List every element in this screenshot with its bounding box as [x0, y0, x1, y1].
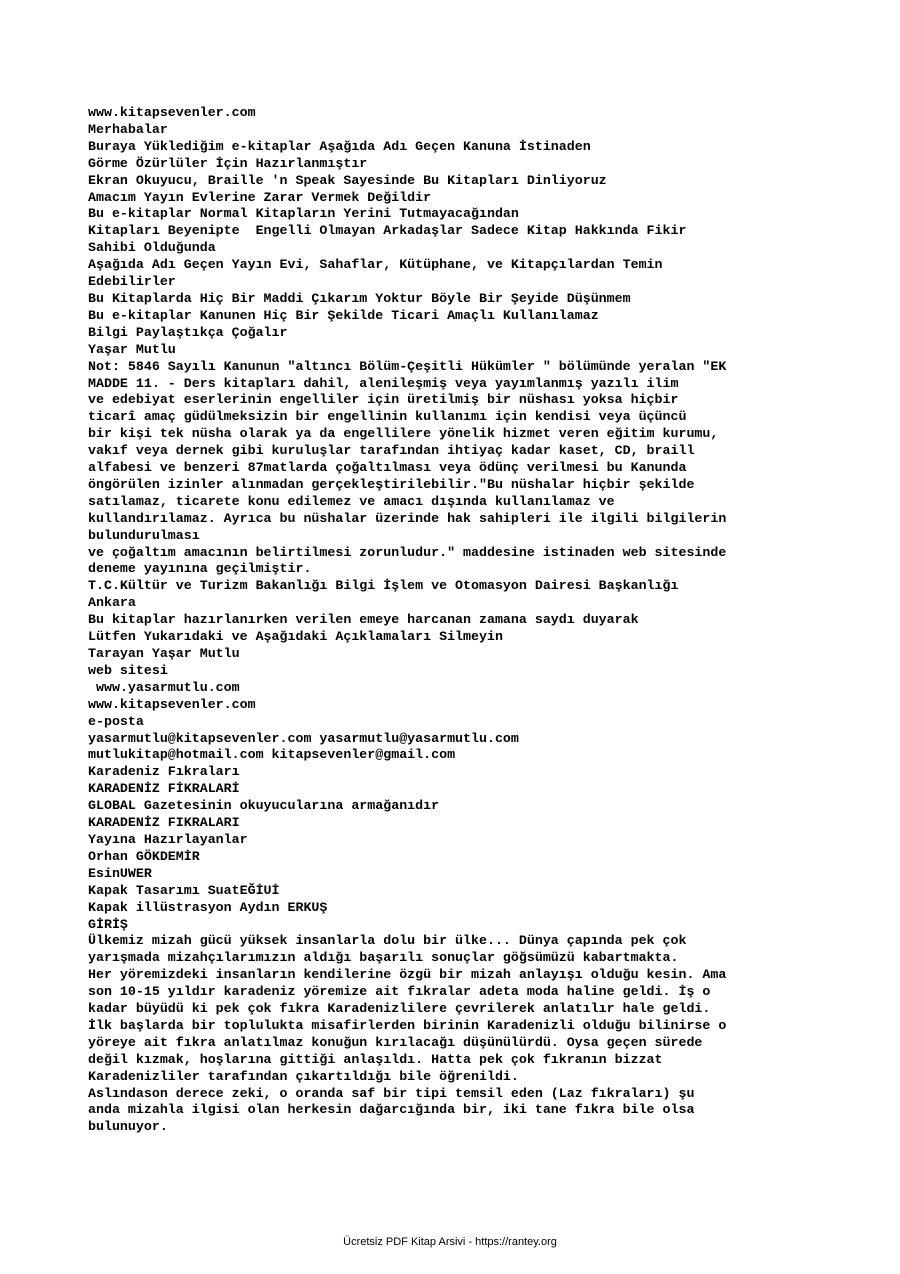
text-line: Görme Özürlüler İçin Hazırlanmıştır — [88, 155, 368, 171]
text-line: yarışmada mizahçılarımızın aldığı başarılı sonuçlar göğsümüzü kabartmakta. — [88, 950, 679, 966]
text-line: EsinUWER — [88, 865, 152, 881]
text-line: Sahibi Olduğunda — [88, 240, 216, 256]
text-line: Bu e-kitaplar Normal Kitapların Yerini Tutmayacağından — [88, 206, 519, 222]
text-line: yöreye ait fıkra anlatılmaz konuğun kırılacağı düşünülürdü. Oysa geçen sürede — [88, 1034, 703, 1050]
text-line: Buraya Yüklediğim e-kitaplar Aşağıda Adı Geçen Kanuna İstinaden — [88, 138, 591, 154]
text-line: MADDE 11. - Ders kitapları dahil, alenileşmiş veya yayımlanmış yazılı ilim — [88, 375, 679, 391]
text-line: Amacım Yayın Evlerine Zarar Vermek Değildir — [88, 189, 432, 205]
text-line: Ülkemiz mizah gücü yüksek insanlarla dolu bir ülke... Dünya çapında pek çok — [88, 933, 687, 949]
text-line: Bu kitaplar hazırlanırken verilen emeye harcanan zamana saydı duyarak — [88, 612, 639, 628]
text-line: Not: 5846 Sayılı Kanunun "altıncı Bölüm-Çeşitli Hükümler " bölümünde yeralan "EK — [88, 358, 727, 374]
text-line: ticarî amaç güdülmeksizin bir engellinin kullanımı için kendisi veya üçüncü — [88, 409, 687, 425]
text-line: T.C.Kültür ve Turizm Bakanlığı Bilgi İşlem ve Otomasyon Dairesi Başkanlığı — [88, 578, 679, 594]
text-line: Karadenizliler tarafından çıkartıldığı bile öğrenildi. — [88, 1068, 519, 1084]
text-line: ve çoğaltım amacının belirtilmesi zorunludur." maddesine istinaden web sitesinde — [88, 544, 727, 560]
text-line: Aslındason derece zeki, o oranda saf bir tipi temsil eden (Laz fıkraları) şu — [88, 1085, 695, 1101]
text-line: değil kızmak, hoşlarına gittiği anlaşıldı. Hatta pek çok fıkranın bizzat — [88, 1051, 663, 1067]
text-line: Bu Kitaplarda Hiç Bir Maddi Çıkarım Yoktur Böyle Bir Şeyide Düşünmem — [88, 290, 631, 306]
text-line: satılamaz, ticarete konu edilemez ve amacı dışında kullanılamaz ve — [88, 493, 615, 509]
text-line: ve edebiyat eserlerinin engelliler için üretilmiş bir nüshası yoksa hiçbir — [88, 392, 679, 408]
text-line: öngörülen izinler alınmadan gerçekleştirilebilir."Bu nüshalar hiçbir şekilde — [88, 476, 695, 492]
text-line: Kapak illüstrasyon Aydın ERKUŞ — [88, 899, 328, 915]
text-line: Yayına Hazırlayanlar — [88, 831, 248, 847]
text-line: Bu e-kitaplar Kanunen Hiç Bir Şekilde Ticari Amaçlı Kullanılamaz — [88, 307, 599, 323]
text-line: bulundurulması — [88, 527, 200, 543]
text-line: İlk başlarda bir toplulukta misafirlerden birinin Karadenizli olduğu bilinirse o — [88, 1017, 727, 1033]
text-line: anda mizahla ilgisi olan herkesin dağarcığında bir, iki tane fıkra bile olsa — [88, 1102, 695, 1118]
text-line: Ankara — [88, 595, 136, 611]
text-line: alfabesi ve benzeri 87matlarda çoğaltılması veya ödünç verilmesi bu Kanunda — [88, 460, 687, 476]
text-line: Edebilirler — [88, 274, 176, 290]
text-line: son 10-15 yıldır karadeniz yöremize ait fıkralar adeta moda haline geldi. İş o — [88, 984, 711, 1000]
text-line: www.kitapsevenler.com — [88, 105, 256, 120]
text-line: deneme yayınına geçilmiştir. — [88, 561, 312, 577]
text-line: Her yöremizdeki insanların kendilerine özgü bir mizah anlayışı olduğu kesin. Ama — [88, 967, 727, 983]
text-line: kullandırılamaz. Ayrıca bu nüshalar üzerinde hak sahipleri ile ilgili bilgilerin — [88, 510, 727, 526]
email-links[interactable]: mutlukitap@hotmail.com kitapsevenler@gmail.com — [88, 747, 456, 763]
text-line: bir kişi tek nüsha olarak ya da engellilere yönelik hizmet veren eğitim kurumu, — [88, 426, 719, 442]
text-line: Tarayan Yaşar Mutlu — [88, 646, 240, 661]
text-line: Merhabalar — [88, 121, 168, 137]
text-line: vakıf veya dernek gibi kuruluşlar tarafından ihtiyaç kadar kaset, CD, braill — [88, 443, 695, 459]
text-line: KARADENİZ FİKRALARİ — [88, 781, 240, 797]
text-line: kadar büyüdü ki pek çok fıkra Karadenizlilere çevrilerek anlatılır hale geldi. — [88, 1001, 711, 1017]
text-line: Orhan GÖKDEMİR — [88, 848, 200, 864]
text-line: GLOBAL Gazetesinin okuyucularına armağanıdır — [88, 798, 440, 814]
text-line: KARADENİZ FIKRALARI — [88, 815, 240, 831]
page-footer: Ücretsiz PDF Kitap Arsivi - https://rantey.org — [343, 1236, 557, 1248]
website-link[interactable]: www.kitapsevenler.com — [88, 696, 256, 712]
text-line: bulunuyor. — [88, 1119, 168, 1135]
document-body — [88, 105, 878, 1136]
website-link[interactable]: www.yasarmutlu.com — [88, 679, 240, 695]
text-line: Lütfen Yukarıdaki ve Aşağıdaki Açıklamaları Silmeyin — [88, 629, 503, 645]
text-line: Yaşar Mutlu — [88, 341, 176, 357]
text-line: Ekran Okuyucu, Braille 'n Speak Sayesinde Bu Kitapları Dinliyoruz — [88, 172, 607, 188]
email-links[interactable]: yasarmutlu@kitapsevenler.com yasarmutlu@yasarmutlu.com — [88, 730, 519, 746]
text-line: Karadeniz Fıkraları — [88, 764, 240, 780]
text-line: e-posta — [88, 713, 144, 729]
section-heading: GİRİŞ — [88, 916, 128, 932]
text-line: Aşağıda Adı Geçen Yayın Evi, Sahaflar, Kütüphane, ve Kitapçılardan Temin — [88, 257, 663, 273]
text-line: Kapak Tasarımı SuatEĞİUİ — [88, 882, 280, 898]
text-line: Bilgi Paylaştıkça Çoğalır — [88, 324, 288, 340]
text-line: web sitesi — [88, 662, 168, 678]
text-line: Kitapları Beyenipte Engelli Olmayan Arkadaşlar Sadece Kitap Hakkında Fikir — [88, 223, 687, 239]
